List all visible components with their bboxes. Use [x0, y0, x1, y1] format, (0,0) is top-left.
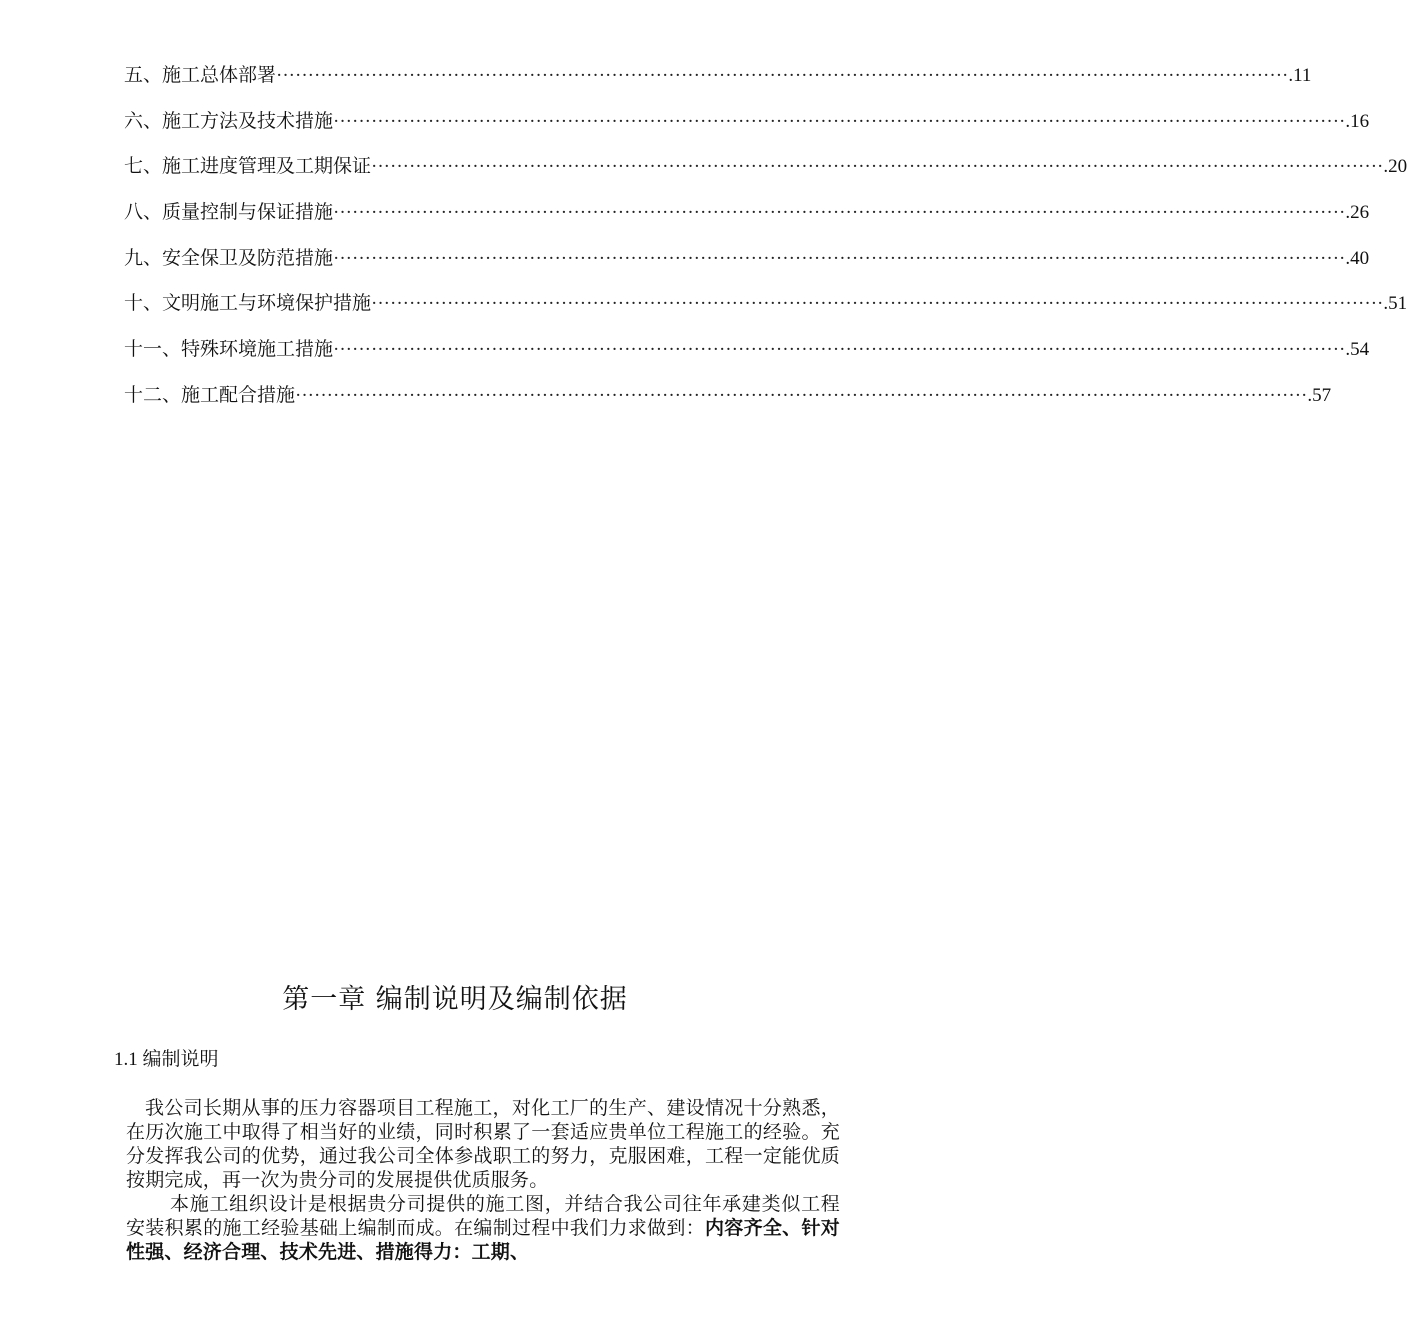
- toc-dot-leader: ································································································································································: [333, 247, 1346, 269]
- toc-entry[interactable]: [124, 288, 1407, 334]
- toc-entry-title: 十一、特殊环境施工措施: [124, 338, 334, 361]
- emphasized-text: 内容齐全、针对性强、经济合理、技术先进、措施得力：工期、: [126, 1217, 840, 1263]
- toc-entry[interactable]: [124, 334, 1370, 380]
- toc-entry-page: .40: [1345, 247, 1370, 269]
- toc-entry-page: .11: [1288, 65, 1312, 86]
- paragraph: [126, 1192, 840, 1264]
- toc-entry-page: .54: [1345, 339, 1370, 361]
- paragraph: 我公司长期从事的压力容器项目工程施工，对化工厂的生产、建设情况十分熟悉，在历次施工中取得了相当好的业绩，同时积累了一套适应贵单位工程施工的经验。充分发挥我公司的优势，通过我公司全体参战职工的努力，克服困难，工程一定能优质按期完成，再一次为贵分司的发展提供优质服务。: [126, 1097, 840, 1191]
- toc-entry-page: .51: [1383, 293, 1407, 315]
- toc-entry-title: 十、文明施工与环境保护措施: [124, 292, 372, 315]
- toc-entry[interactable]: [124, 60, 1312, 106]
- table-of-contents: [124, 60, 1407, 426]
- toc-entry-title: 六、施工方法及技术措施: [124, 109, 334, 132]
- toc-entry[interactable]: [124, 243, 1370, 289]
- toc-entry[interactable]: [124, 151, 1407, 197]
- section-title: 编制说明: [142, 1048, 219, 1070]
- toc-entry-page: .26: [1345, 202, 1370, 224]
- body-text: [126, 1096, 840, 1264]
- toc-dot-leader: ································································································································································: [333, 202, 1346, 224]
- toc-entry-title: 九、安全保卫及防范措施: [124, 246, 334, 269]
- toc-entry-title: 十二、施工配合措施: [124, 383, 296, 406]
- toc-entry-page: .57: [1307, 384, 1332, 406]
- toc-dot-leader: ································································································································································: [333, 110, 1346, 132]
- toc-dot-leader: ································································································································································: [295, 384, 1308, 406]
- section-heading: [114, 1046, 219, 1073]
- toc-dot-leader: ································································································································································: [371, 293, 1384, 315]
- toc-dot-leader: ································································································································································: [333, 339, 1346, 361]
- toc-entry[interactable]: [124, 197, 1370, 243]
- toc-entry-title: 五、施工总体部署: [124, 64, 277, 86]
- chapter-title: 第一章 编制说明及编制依据: [282, 984, 628, 1015]
- toc-entry-title: 七、施工进度管理及工期保证: [124, 155, 372, 178]
- paragraph-text: 本施工组织设计是根据贵分司提供的施工图，并结合我公司往年承建类似工程安装积累的施工经验基础上编制而成。在编制过程中我们力求做到：: [126, 1193, 840, 1239]
- toc-entry[interactable]: [124, 106, 1370, 152]
- section-number: 1.1: [114, 1049, 143, 1070]
- toc-dot-leader: ································································································································································: [371, 156, 1384, 178]
- toc-dot-leader: ································································································································································: [276, 65, 1289, 86]
- toc-entry-page: .16: [1345, 110, 1370, 132]
- toc-entry-title: 八、质量控制与保证措施: [124, 201, 334, 224]
- toc-entry[interactable]: [124, 380, 1332, 426]
- toc-entry-page: .20: [1383, 156, 1407, 178]
